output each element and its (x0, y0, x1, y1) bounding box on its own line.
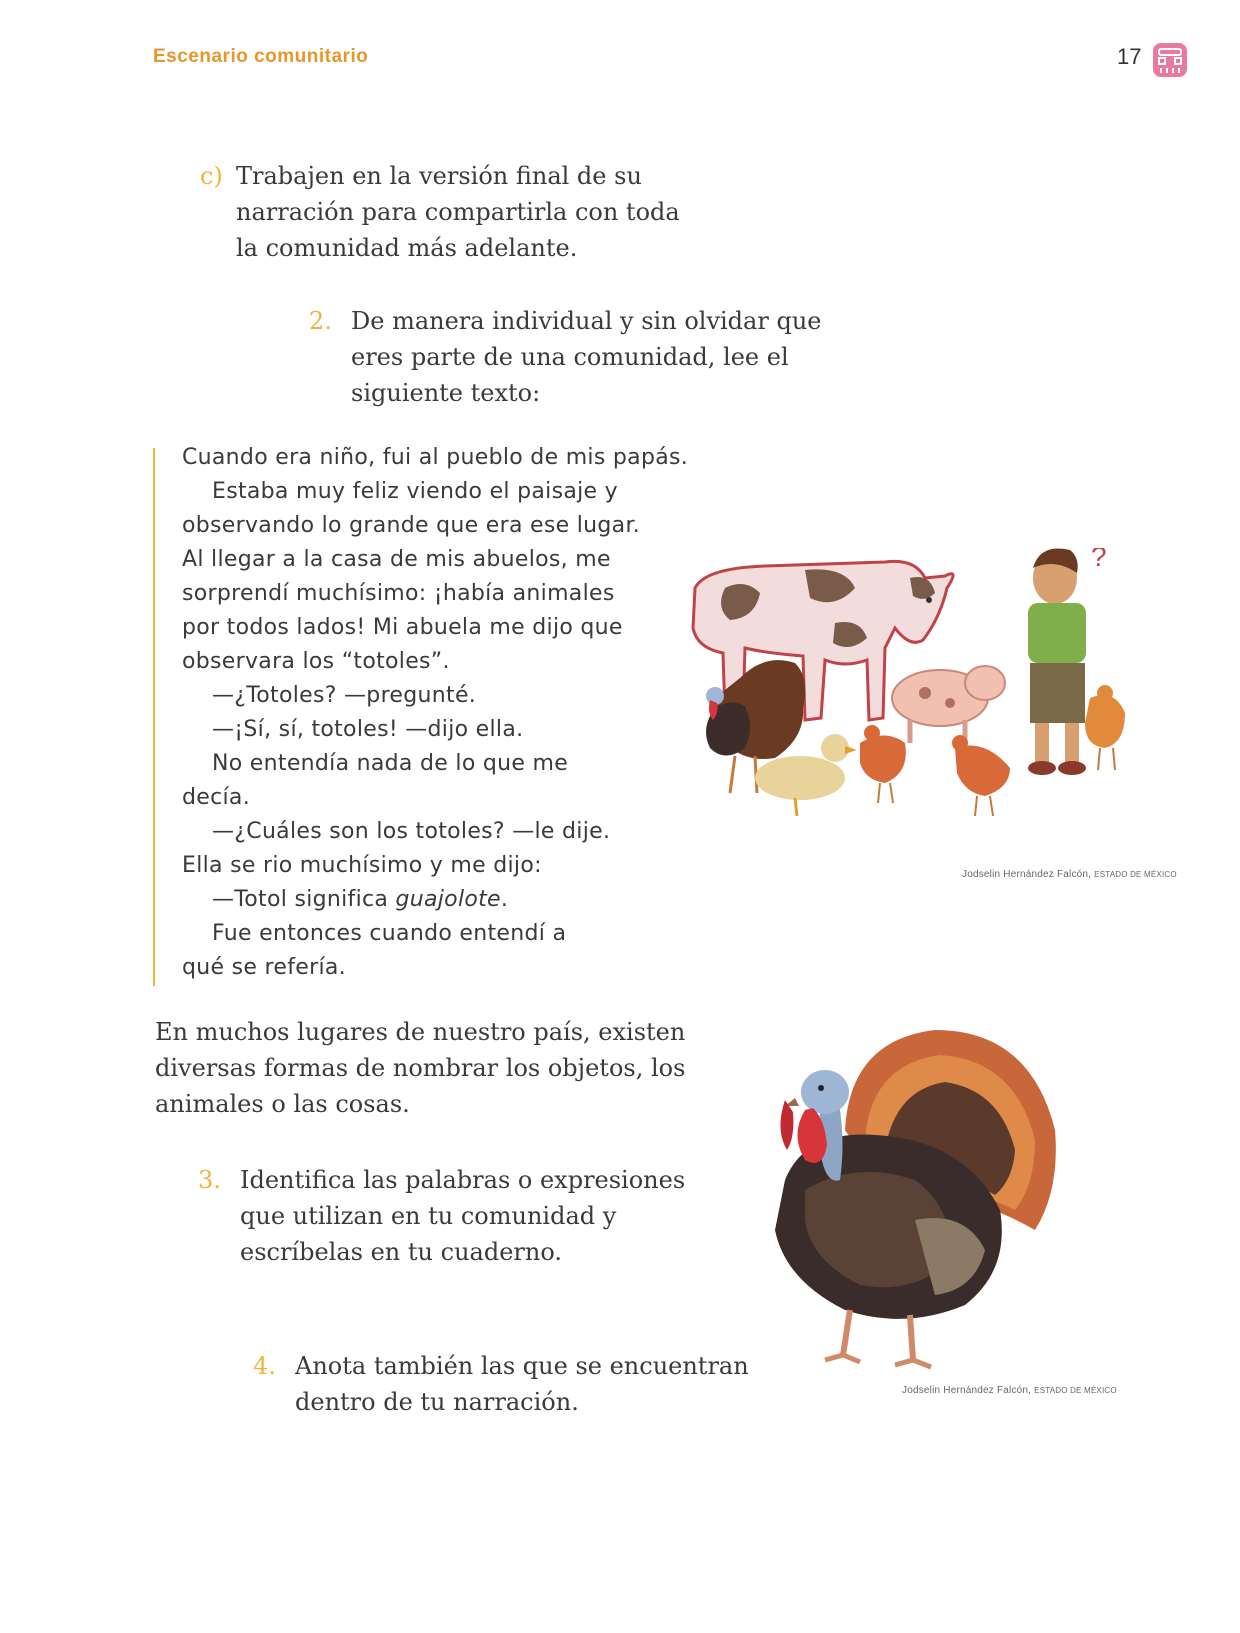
step-3-line: que utilizan en tu comunidad y (240, 1202, 617, 1230)
story-line: Ella se rio muchísimo y me dijo: (182, 853, 542, 878)
pig-illustration (892, 666, 1005, 743)
step-3-line: Identifica las palabras o expresiones (240, 1166, 686, 1194)
step-4-line: Anota también las que se encuentran (295, 1352, 749, 1380)
community-glyph-icon (1152, 42, 1188, 78)
paragraph-line: diversas formas de nombrar los objetos, los (155, 1054, 686, 1082)
step-c-line: Trabajen en la versión final de su (236, 162, 642, 190)
step-c-marker: c) (200, 162, 223, 190)
story-line: Fue entonces cuando entendí a (212, 921, 567, 946)
story-block (153, 445, 755, 986)
illustration-credit (902, 1385, 1117, 1396)
story-line: —¿Cuáles son los totoles? —le dije. (212, 819, 611, 844)
step-3 (198, 1162, 686, 1270)
step-2-marker: 2. (309, 307, 332, 335)
story-line: Al llegar a la casa de mis abuelos, me (182, 547, 611, 572)
step-c-line: la comunidad más adelante. (236, 234, 578, 262)
story-line: qué se refería. (182, 955, 346, 980)
step-4 (253, 1348, 749, 1420)
credit-place: ESTADO DE MÉXICO (1034, 1386, 1117, 1395)
italic-word: guajolote (395, 887, 501, 912)
hen-illustration (952, 735, 1010, 816)
story-line-italic (212, 887, 508, 912)
story-line: Estaba muy feliz viendo el paisaje y (212, 479, 618, 504)
story-line: observara los “totoles”. (182, 649, 450, 674)
paragraph-line: En muchos lugares de nuestro país, existen (155, 1018, 686, 1046)
story-line: —¡Sí, sí, totoles! —dijo ella. (212, 717, 524, 742)
intro-paragraph (155, 1014, 735, 1122)
credit-name: Jodselin Hernández Falcón, (962, 869, 1092, 880)
story-line: por todos lados! Mi abuela me dijo que (182, 615, 623, 640)
question-mark: ? (1091, 548, 1107, 572)
step-2-line: De manera individual y sin olvidar que (351, 307, 822, 335)
turkey-illustration (765, 1020, 1065, 1375)
story-line: decía. (182, 785, 250, 810)
story-line: sorprendí muchísimo: ¡había animales (182, 581, 615, 606)
paragraph-line: animales o las cosas. (155, 1090, 410, 1118)
story-line: —¿Totoles? —pregunté. (212, 683, 477, 708)
step-3-line: escríbelas en tu cuaderno. (240, 1238, 562, 1266)
punctuation: . (500, 887, 509, 912)
step-2-line: siguiente texto: (351, 379, 541, 407)
illustration-credit (962, 869, 1177, 880)
story-line: Cuando era niño, fui al pueblo de mis papás. (182, 445, 689, 470)
hen-illustration (1085, 685, 1125, 770)
section-title: Escenario comunitario (153, 46, 369, 67)
hen-illustration (860, 725, 906, 803)
credit-place: ESTADO DE MÉXICO (1094, 870, 1177, 879)
step-2 (309, 303, 822, 411)
step-4-line: dentro de tu narración. (295, 1388, 579, 1416)
step-c-line: narración para compartirla con toda (236, 198, 680, 226)
step-c (200, 158, 680, 266)
story-line: No entendía nada de lo que me (212, 751, 569, 776)
step-4-marker: 4. (253, 1352, 276, 1380)
step-2-line: eres parte de una comunidad, lee el (351, 343, 789, 371)
step-3-marker: 3. (198, 1166, 221, 1194)
story-line: observando lo grande que era ese lugar. (182, 513, 641, 538)
page-number: 17 (1117, 44, 1142, 69)
credit-name: Jodselin Hernández Falcón, (902, 1385, 1032, 1396)
farm-animals-illustration (685, 548, 1185, 848)
story-line-text: —Totol significa (212, 887, 396, 912)
